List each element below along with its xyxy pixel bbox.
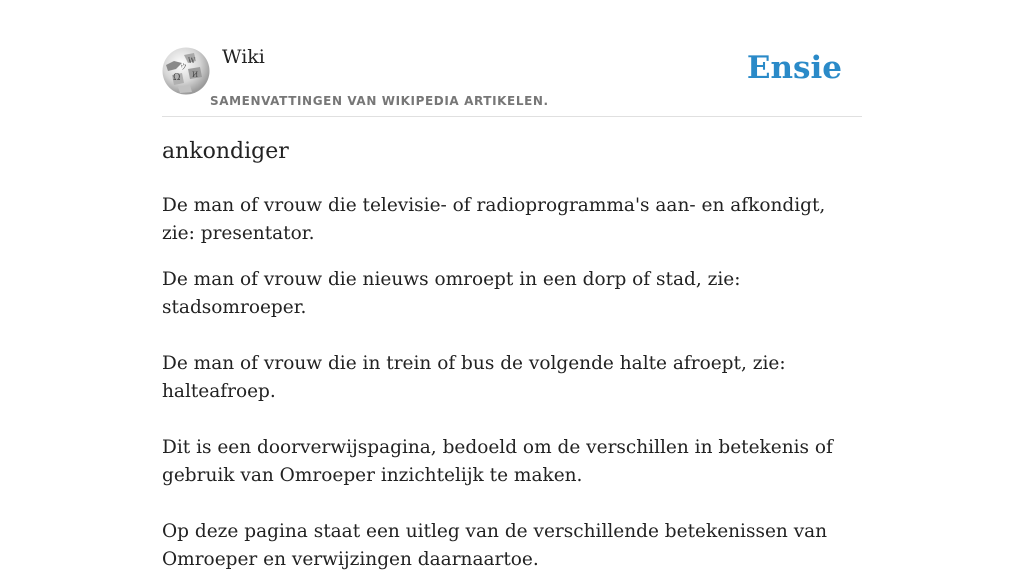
paragraph-overview: Op deze pagina staat een uitleg van de verschillende betekenissen van Omroeper en verwijzingen daarnaartoe. <box>162 521 828 570</box>
article-content <box>162 192 862 574</box>
page <box>162 0 862 570</box>
wikipedia-globe-icon[interactable] <box>162 47 210 95</box>
spacer <box>162 406 862 434</box>
spacer <box>162 322 862 350</box>
page-title: ankondiger <box>162 139 289 164</box>
ensie-brand-link[interactable]: Ensie <box>746 50 842 86</box>
spacer <box>162 490 862 518</box>
paragraph-stadsomroeper: De man of vrouw die nieuws omroept in een dorp of stad, zie: stadsomroeper. <box>162 269 741 318</box>
svg-text:И: И <box>192 71 199 79</box>
site-tagline: SAMENVATTINGEN VAN WIKIPEDIA ARTIKELEN. <box>210 94 549 108</box>
svg-text:Ω: Ω <box>173 73 181 83</box>
site-header <box>162 0 862 117</box>
svg-text:ウ: ウ <box>180 63 187 71</box>
svg-text:W: W <box>188 57 196 65</box>
paragraph-halteafroep: De man of vrouw die in trein of bus de volgende halte afroept, zie: halteafroep. <box>162 353 786 402</box>
paragraph-disambiguation: Dit is een doorverwijspagina, bedoeld om de verschillen in betekenis of gebruik van Omroeper inzichtelijk te maken. <box>162 437 833 486</box>
paragraph-presentator: De man of vrouw die televisie- of radioprogramma's aan- en afkondigt, zie: presentator. <box>162 195 826 244</box>
site-name[interactable]: Wiki <box>222 46 265 68</box>
